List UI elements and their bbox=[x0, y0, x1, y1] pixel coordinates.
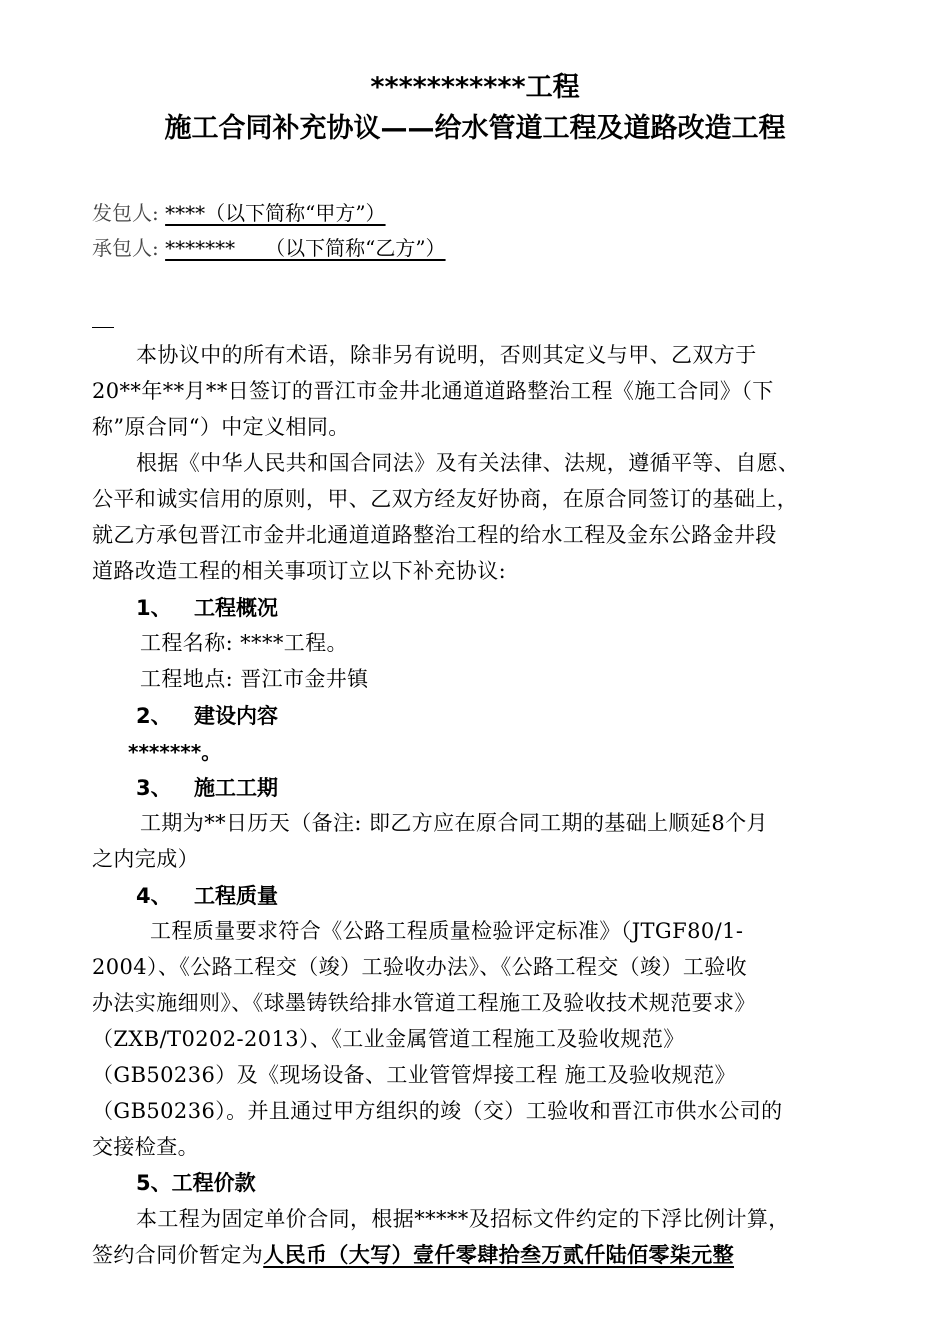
section1-number: 1、 bbox=[136, 596, 172, 620]
quality-line4: （ZXB/T0202-2013）、《工业金属管道工程施工及验收规范》 bbox=[92, 1027, 685, 1051]
section4-title: 工程质量 bbox=[194, 884, 278, 908]
separator-dash bbox=[92, 327, 114, 328]
intro-paragraph2-line4: 道路改造工程的相关事项订立以下补充协议: bbox=[92, 559, 507, 583]
schedule-line2: 之内完成） bbox=[92, 847, 199, 871]
intro-paragraph1-line2: 20**年**月**日签订的晋江市金井北通道道路整治工程《施工合同》（下 bbox=[92, 379, 774, 403]
price-line1: 本工程为固定单价合同，根据*****及招标文件约定的下浮比例计算， bbox=[136, 1207, 790, 1231]
construction-content: *******。 bbox=[128, 740, 222, 764]
section3-title: 施工工期 bbox=[194, 776, 278, 800]
document-title-line1: ***********工程 bbox=[370, 72, 580, 103]
section2-number: 2、 bbox=[136, 704, 172, 728]
schedule-line1: 工期为**日历天（备注: 即乙方应在原合同工期的基础上顺延8个月 bbox=[140, 811, 768, 835]
project-location: 工程地点: 晋江市金井镇 bbox=[140, 667, 369, 691]
intro-paragraph2-line2: 公平和诚实信用的原则，甲、乙双方经友好协商，在原合同签订的基础上， bbox=[92, 487, 799, 511]
section3-heading bbox=[136, 773, 278, 803]
section1-title: 工程概况 bbox=[194, 596, 278, 620]
project-name: 工程名称: ****工程。 bbox=[140, 631, 348, 655]
intro-paragraph2-line1: 根据《中华人民共和国合同法》及有关法律、法规，遵循平等、自愿、 bbox=[136, 451, 800, 475]
section2-heading bbox=[136, 701, 278, 731]
intro-paragraph2-line3: 就乙方承包晋江市金井北通道道路整治工程的给水工程及金东公路金井段 bbox=[92, 523, 777, 547]
quality-line6: （GB50236）。并且通过甲方组织的竣（交）工验收和晋江市供水公司的 bbox=[92, 1099, 783, 1123]
section4-heading bbox=[136, 881, 278, 911]
section2-title: 建设内容 bbox=[194, 704, 278, 728]
quality-line3: 办法实施细则》、《球墨铸铁给排水管道工程施工及验收技术规范要求》 bbox=[92, 991, 756, 1015]
employer-line bbox=[92, 198, 386, 228]
section1-heading bbox=[136, 593, 278, 623]
employer-value: ****（以下简称“甲方”） bbox=[165, 201, 386, 225]
intro-paragraph1-line3: 称”原合同“）中定义相同。 bbox=[92, 415, 350, 439]
price-line2 bbox=[92, 1240, 734, 1270]
section3-number: 3、 bbox=[136, 776, 172, 800]
contractor-value: ******* （以下简称“乙方”） bbox=[165, 236, 446, 260]
quality-line2: 2004）、《公路工程交（竣）工验收办法》、《公路工程交（竣）工验收 bbox=[92, 955, 748, 979]
price-prefix: 签约合同价暂定为 bbox=[92, 1243, 264, 1267]
contractor-label: 承包人: bbox=[92, 236, 159, 260]
document-title-line2: 施工合同补充协议——给水管道工程及道路改造工程 bbox=[164, 113, 786, 144]
contract-price-amount: 人民币（大写）壹仟零肆拾叁万贰仟陆佰零柒元整 bbox=[263, 1243, 735, 1267]
section5-heading: 5、工程价款 bbox=[136, 1171, 256, 1195]
contractor-line bbox=[92, 233, 446, 263]
intro-paragraph1-line1: 本协议中的所有术语，除非另有说明，否则其定义与甲、乙双方于 bbox=[136, 343, 757, 367]
employer-label: 发包人: bbox=[92, 201, 159, 225]
quality-line5: （GB50236）及《现场设备、工业管管焊接工程 施工及验收规范》 bbox=[92, 1063, 736, 1087]
quality-line1: 工程质量要求符合《公路工程质量检验评定标准》（JTGF80/1- bbox=[150, 919, 744, 943]
section4-number: 4、 bbox=[136, 884, 172, 908]
quality-line7: 交接检查。 bbox=[92, 1135, 199, 1159]
